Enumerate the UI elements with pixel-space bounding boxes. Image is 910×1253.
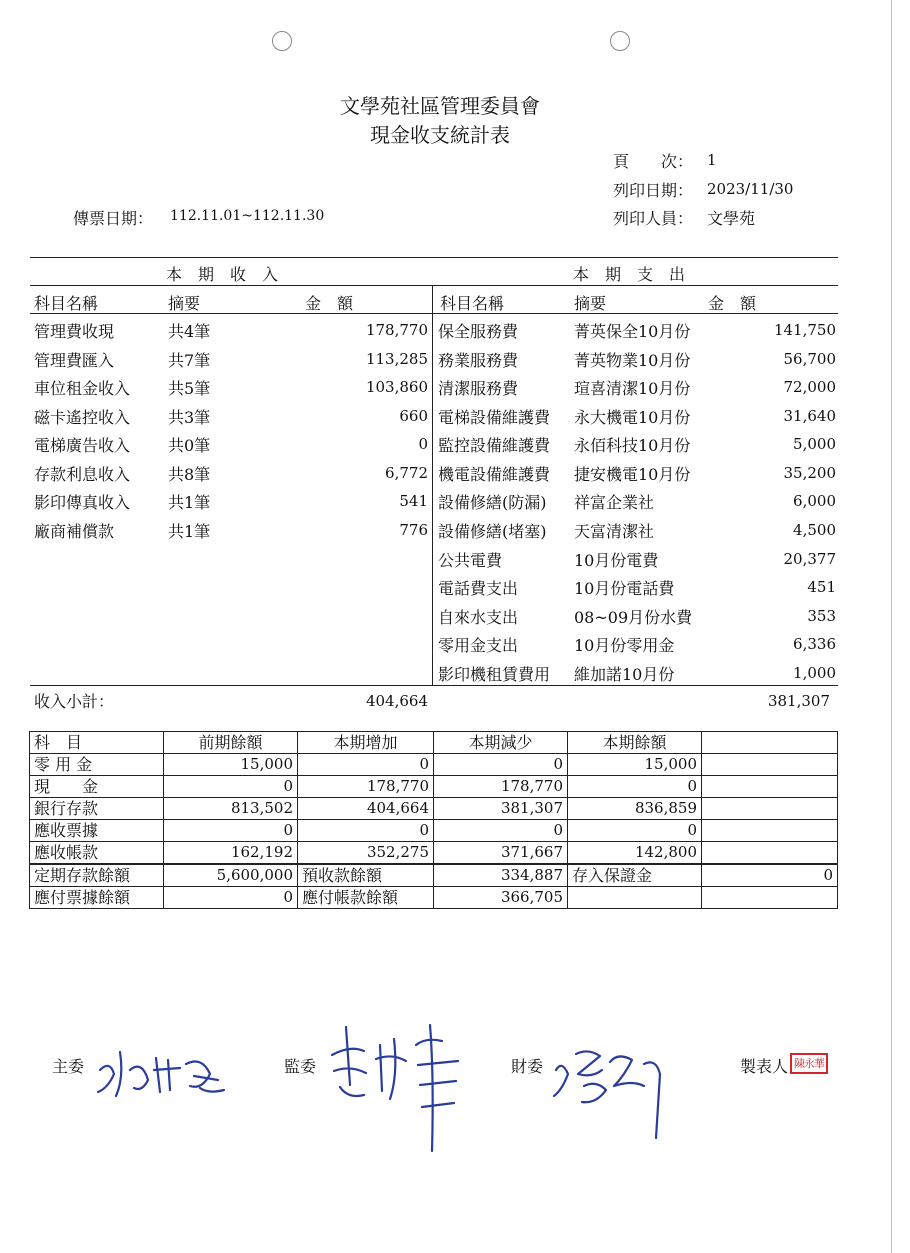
balance-curr: 0 (568, 820, 702, 842)
expense-subject: 清潔服務費 (438, 379, 519, 398)
balance-blank (702, 842, 838, 865)
income-subject: 電梯廣告收入 (34, 436, 131, 455)
balance-dec: 0 (434, 820, 568, 842)
section-rule (30, 285, 838, 286)
balance-blank (702, 776, 838, 798)
income-summary: 共0筆 (168, 436, 211, 455)
expense-summary: 菁英保全10月份 (574, 322, 691, 341)
expense-amount: 72,000 (783, 378, 836, 396)
expense-summary: 永大機電10月份 (574, 408, 691, 427)
printer-label: 列印人員： (613, 209, 694, 228)
balance-dec: 178,770 (434, 776, 568, 798)
extra-value: 0 (702, 864, 838, 887)
expense-col-amount: 金 額 (708, 294, 757, 313)
balance-row (30, 820, 838, 842)
income-summary: 共5筆 (168, 379, 211, 398)
balance-blank (702, 820, 838, 842)
income-amount: 178,770 (365, 321, 428, 339)
balance-inc: 352,275 (298, 842, 434, 865)
expense-subject: 設備修繕(堵塞) (438, 522, 547, 541)
balance-row (30, 776, 838, 798)
income-col-amount: 金 額 (305, 294, 354, 313)
balance-dec: 371,667 (434, 842, 568, 865)
expense-subject: 監控設備維護費 (438, 436, 551, 455)
balance-curr: 836,859 (568, 798, 702, 820)
chair-label: 主委 (52, 1057, 85, 1076)
expense-amount: 56,700 (783, 350, 836, 368)
supervisor-signature (320, 1015, 480, 1160)
income-subtotal-label: 收入小計： (34, 692, 115, 711)
balance-col-subject: 科 目 (30, 732, 164, 754)
balance-subject: 應收票據 (30, 820, 164, 842)
print-date-label: 列印日期： (613, 181, 694, 200)
balance-col-inc: 本期增加 (298, 732, 434, 754)
balance-inc: 0 (298, 754, 434, 776)
expense-summary: 10月份零用金 (574, 636, 675, 655)
income-subject: 影印傳真收入 (34, 493, 131, 512)
expense-summary: 維加諾10月份 (574, 665, 675, 684)
supervisor-label: 監委 (284, 1057, 317, 1076)
income-amount: 0 (418, 435, 428, 453)
expense-summary: 瑄喜清潔10月份 (574, 379, 691, 398)
balance-subject: 現 金 (30, 776, 164, 798)
balance-extra-row (30, 887, 838, 909)
expense-subject: 零用金支出 (438, 636, 519, 655)
balance-prev: 0 (164, 776, 298, 798)
preparer-seal: 陳永華 (790, 1053, 828, 1074)
income-amount: 103,860 (365, 378, 428, 396)
extra-label (568, 887, 702, 909)
page-label: 頁 次： (613, 152, 694, 171)
income-col-subject: 科目名稱 (34, 294, 99, 313)
voucher-date-value: 112.11.01~112.11.30 (170, 208, 325, 224)
expense-amount: 35,200 (783, 464, 836, 482)
punch-hole-right (610, 31, 630, 51)
expense-summary: 10月份電費 (574, 551, 659, 570)
expense-subtotal: 381,307 (767, 692, 830, 710)
balance-prev: 813,502 (164, 798, 298, 820)
expense-amount: 31,640 (783, 407, 836, 425)
expense-summary: 祥富企業社 (574, 493, 655, 512)
extra-label: 預收款餘額 (298, 864, 434, 887)
balance-blank (702, 798, 838, 820)
income-subject: 車位租金收入 (34, 379, 131, 398)
finance-label: 財委 (511, 1057, 544, 1076)
balance-col-blank (702, 732, 838, 754)
extra-label: 應付票據餘額 (30, 887, 164, 909)
balance-row (30, 798, 838, 820)
page-value: 1 (707, 151, 717, 169)
balance-inc: 0 (298, 820, 434, 842)
balance-subject: 零 用 金 (30, 754, 164, 776)
report-title: 現金收支統計表 (370, 123, 510, 147)
balance-row (30, 842, 838, 865)
extra-value: 366,705 (434, 887, 568, 909)
expense-amount: 141,750 (773, 321, 836, 339)
income-section-title: 本 期 收 入 (166, 265, 279, 284)
income-summary: 共7筆 (168, 351, 211, 370)
expense-subject: 影印機租賃費用 (438, 665, 551, 684)
balance-curr: 142,800 (568, 842, 702, 865)
expense-amount: 353 (807, 607, 836, 625)
org-title: 文學苑社區管理委員會 (340, 94, 540, 118)
income-summary: 共8筆 (168, 465, 211, 484)
extra-value: 5,600,000 (164, 864, 298, 887)
income-amount: 776 (399, 521, 428, 539)
expense-amount: 6,000 (793, 492, 836, 510)
balance-dec: 0 (434, 754, 568, 776)
balance-col-dec: 本期減少 (434, 732, 568, 754)
income-amount: 6,772 (385, 464, 428, 482)
table-top-rule (30, 257, 838, 258)
expense-section-title: 本 期 支 出 (573, 265, 686, 284)
balance-subject: 應收帳款 (30, 842, 164, 865)
income-amount: 541 (399, 492, 428, 510)
extra-value: 334,887 (434, 864, 568, 887)
balance-prev: 0 (164, 820, 298, 842)
expense-amount: 6,336 (793, 635, 836, 653)
income-summary: 共3筆 (168, 408, 211, 427)
expense-col-summary: 摘要 (574, 294, 607, 313)
column-divider (432, 285, 433, 685)
expense-summary: 天富清潔社 (574, 522, 655, 541)
extra-label: 存入保證金 (568, 864, 702, 887)
chair-signature (90, 1030, 240, 1100)
income-subject: 管理費匯入 (34, 351, 115, 370)
balance-extra-row (30, 864, 838, 887)
expense-subject: 設備修繕(防漏) (438, 493, 547, 512)
expense-summary: 08~09月份水費 (574, 608, 693, 627)
income-subject: 管理費收現 (34, 322, 115, 341)
balance-curr: 0 (568, 776, 702, 798)
page-edge (891, 0, 892, 1253)
expense-subject: 保全服務費 (438, 322, 519, 341)
expense-subject: 自來水支出 (438, 608, 519, 627)
expense-subject: 機電設備維護費 (438, 465, 551, 484)
expense-subject: 公共電費 (438, 551, 503, 570)
balance-inc: 404,664 (298, 798, 434, 820)
income-subject: 廠商補償款 (34, 522, 115, 541)
extra-label: 應付帳款餘額 (298, 887, 434, 909)
balance-col-prev: 前期餘額 (164, 732, 298, 754)
balance-prev: 162,192 (164, 842, 298, 865)
income-summary: 共1筆 (168, 522, 211, 541)
expense-subject: 電梯設備維護費 (438, 408, 551, 427)
balance-blank (702, 754, 838, 776)
expense-amount: 1,000 (793, 664, 836, 682)
income-summary: 共1筆 (168, 493, 211, 512)
balance-col-curr: 本期餘額 (568, 732, 702, 754)
expense-subject: 電話費支出 (438, 579, 519, 598)
balance-curr: 15,000 (568, 754, 702, 776)
punch-hole-left (272, 31, 292, 51)
expense-amount: 5,000 (793, 435, 836, 453)
print-date-value: 2023/11/30 (707, 180, 794, 198)
expense-subject: 務業服務費 (438, 351, 519, 370)
printer-value: 文學苑 (707, 209, 756, 228)
balance-dec: 381,307 (434, 798, 568, 820)
expense-amount: 4,500 (793, 521, 836, 539)
income-col-summary: 摘要 (168, 294, 201, 313)
voucher-date-label: 傳票日期： (73, 209, 154, 228)
extra-value (702, 887, 838, 909)
expense-summary: 10月份電話費 (574, 579, 675, 598)
balance-row (30, 754, 838, 776)
expense-summary: 捷安機電10月份 (574, 465, 691, 484)
table-bottom-rule (30, 685, 838, 686)
balance-prev: 15,000 (164, 754, 298, 776)
income-subtotal: 404,664 (365, 692, 428, 710)
extra-label: 定期存款餘額 (30, 864, 164, 887)
income-subject: 磁卡遙控收入 (34, 408, 131, 427)
balance-inc: 178,770 (298, 776, 434, 798)
expense-amount: 451 (807, 578, 836, 596)
extra-value: 0 (164, 887, 298, 909)
expense-amount: 20,377 (783, 550, 836, 568)
income-subject: 存款利息收入 (34, 465, 131, 484)
income-summary: 共4筆 (168, 322, 211, 341)
income-amount: 113,285 (365, 350, 428, 368)
preparer-label: 製表人 (740, 1057, 789, 1076)
expense-summary: 菁英物業10月份 (574, 351, 691, 370)
finance-signature (548, 1030, 678, 1145)
income-amount: 660 (399, 407, 428, 425)
balance-header-row (30, 732, 838, 754)
balance-subject: 銀行存款 (30, 798, 164, 820)
expense-summary: 永佰科技10月份 (574, 436, 691, 455)
expense-col-subject: 科目名稱 (440, 294, 505, 313)
balance-table (29, 731, 838, 909)
